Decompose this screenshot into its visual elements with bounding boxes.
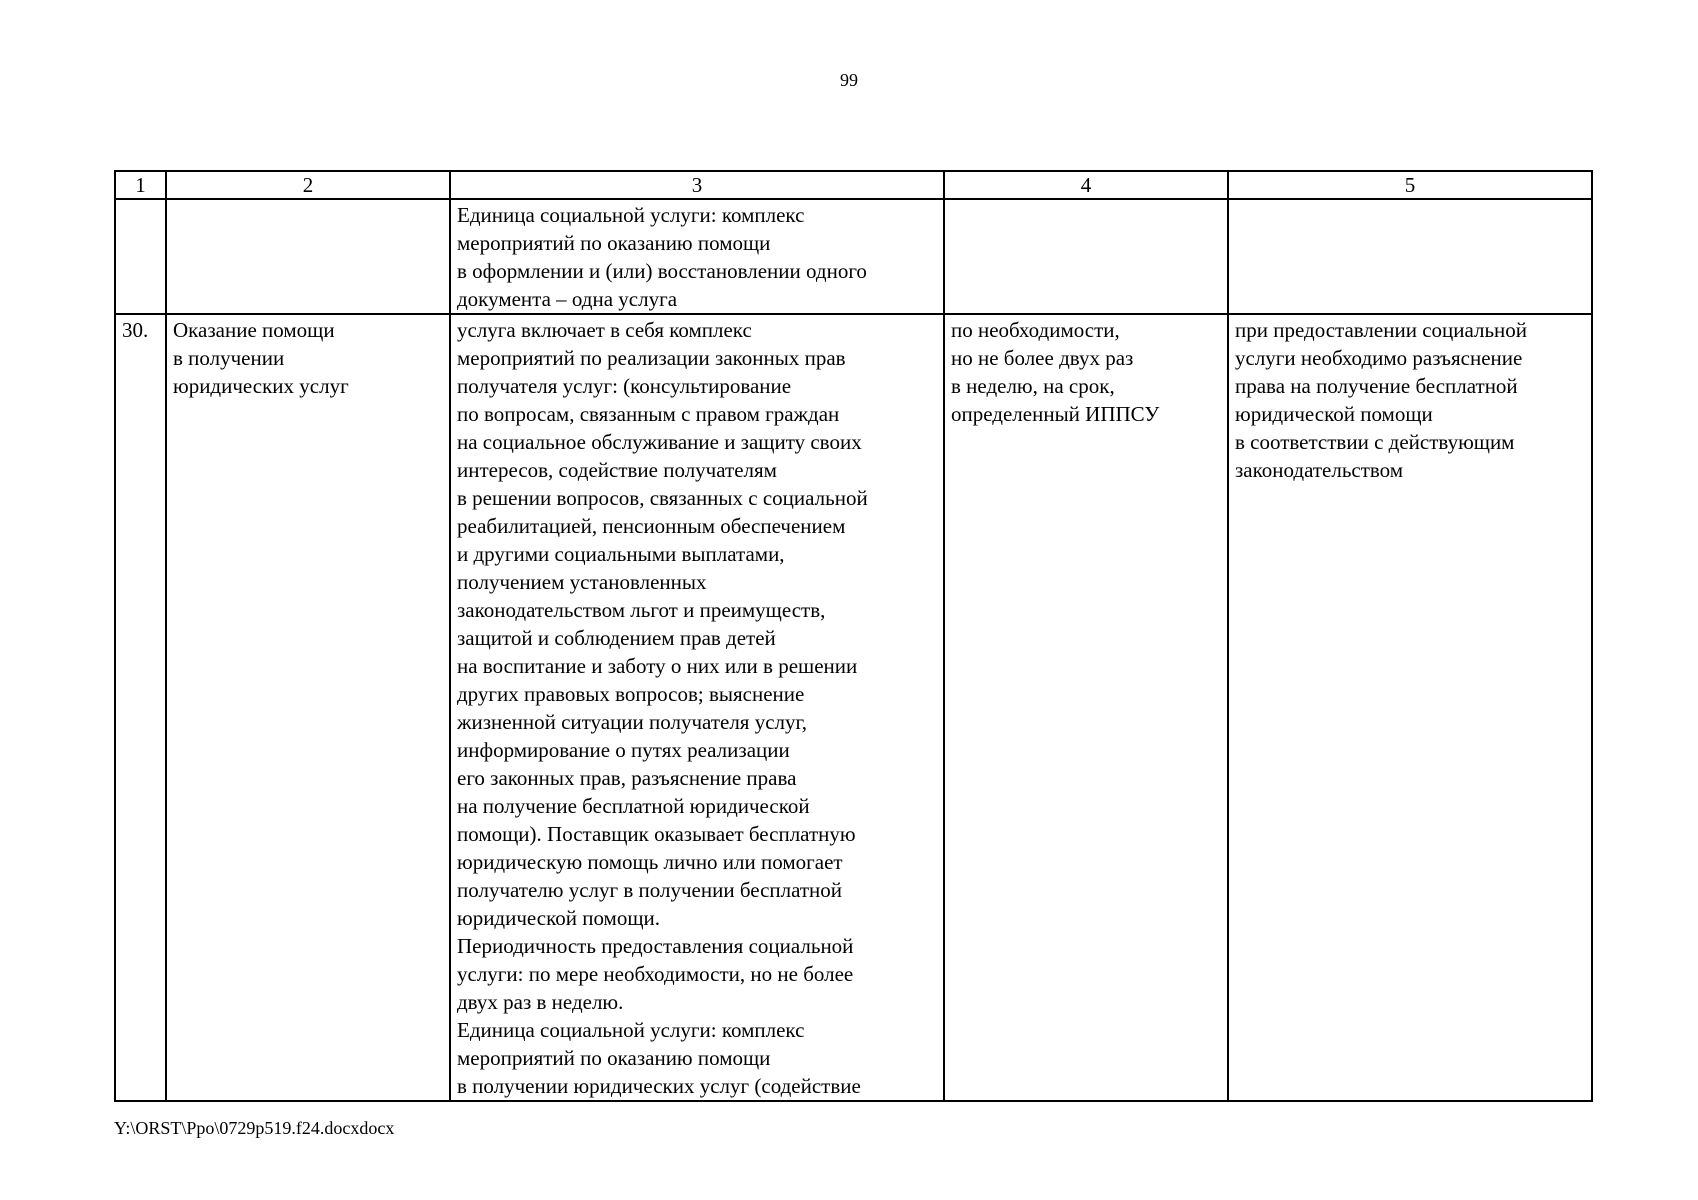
cell-text-line: защитой и соблюдением прав детей [457,626,776,650]
cell-text-line: Оказание помощи [173,318,335,342]
cell-text-line: и другими социальными выплатами, [457,542,785,566]
cell-text-line: на социальное обслуживание и защиту своих [457,430,862,454]
header-col-4: 4 [944,171,1228,199]
cell-text-line: по необходимости, [951,318,1120,342]
cell-conditions [1228,314,1592,1101]
cell-periodicity [944,199,1228,314]
cell-service-name [166,199,450,314]
table-header-row [115,171,1592,199]
services-table [114,170,1593,1102]
cell-text-line: Единица социальной услуги: комплекс [457,1018,805,1042]
cell-text-line: в оформлении и (или) восстановлении одного [457,259,867,283]
header-col-1: 1 [115,171,166,199]
cell-text-line: на получение бесплатной юридической [457,794,810,818]
cell-text-line: в получении [173,346,285,370]
cell-text-line: в получении юридических услуг (содействие [457,1074,861,1098]
cell-text-line: по вопросам, связанным с правом граждан [457,402,840,426]
cell-text-line: мероприятий по реализации законных прав [457,346,846,370]
cell-text-line: получением установленных [457,570,707,594]
cell-text-line: но не более двух раз [951,346,1134,370]
cell-text-line: услуги: по мере необходимости, но не более [457,962,854,986]
cell-text-line: в неделю, на срок, [951,374,1115,398]
cell-text-line: документа – одна услуга [457,287,678,311]
cell-service-name [166,314,450,1101]
cell-text-line: Периодичность предоставления социальной [457,934,854,958]
cell-text-line: помощи). Поставщик оказывает бесплатную [457,822,856,846]
cell-text-line: юридической помощи. [457,906,660,930]
header-col-2: 2 [166,171,450,199]
cell-text-line: определенный ИППСУ [951,402,1160,426]
cell-text-line: законодательством льгот и преимуществ, [457,598,826,622]
header-col-5: 5 [1228,171,1592,199]
cell-text-line: права на получение бесплатной [1235,374,1518,398]
cell-text-line: в решении вопросов, связанных с социальной [457,486,868,510]
cell-text-line: информирование о путях реализации [457,738,790,762]
cell-text-line: реабилитацией, пенсионным обеспечением [457,514,846,538]
cell-text-line: при предоставлении социальной [1235,318,1528,342]
page-number: 99 [840,70,858,90]
cell-description [450,314,944,1101]
cell-text-line: его законных прав, разъяснение права [457,766,797,790]
cell-text-line: услуги необходимо разъяснение [1235,346,1523,370]
cell-text-line: мероприятий по оказанию помощи [457,231,771,255]
cell-text-line: мероприятий по оказанию помощи [457,1046,771,1070]
cell-text-line: других правовых вопросов; выяснение [457,682,805,706]
cell-text-line: получателю услуг в получении бесплатной [457,878,843,902]
header-col-3: 3 [450,171,944,199]
cell-text-line: юридическую помощь лично или помогает [457,850,843,874]
cell-text-line: жизненной ситуации получателя услуг, [457,710,807,734]
cell-periodicity [944,314,1228,1101]
cell-number: 30. [115,314,166,1101]
footer-file-path: Y:\ORST\Ppo\0729p519.f24.docxdocx [114,1118,395,1138]
cell-description [450,199,944,314]
cell-text-line: на воспитание и заботу о них или в решении [457,654,858,678]
cell-number [115,199,166,314]
cell-text-line: получателя услуг: (консультирование [457,374,792,398]
cell-text-line: юридических услуг [173,374,349,398]
table-row-continuation [115,199,1592,314]
cell-text-line: интересов, содействие получателям [457,458,777,482]
cell-text-line: в соответствии с действующим [1235,430,1515,454]
cell-text-line: двух раз в неделю. [457,990,624,1014]
cell-text-line: юридической помощи [1235,402,1433,426]
cell-conditions [1228,199,1592,314]
cell-text-line: законодательством [1235,458,1404,482]
cell-text-line: Единица социальной услуги: комплекс [457,203,805,227]
table-row-30 [115,314,1592,1101]
cell-text-line: услуга включает в себя комплекс [457,318,752,342]
